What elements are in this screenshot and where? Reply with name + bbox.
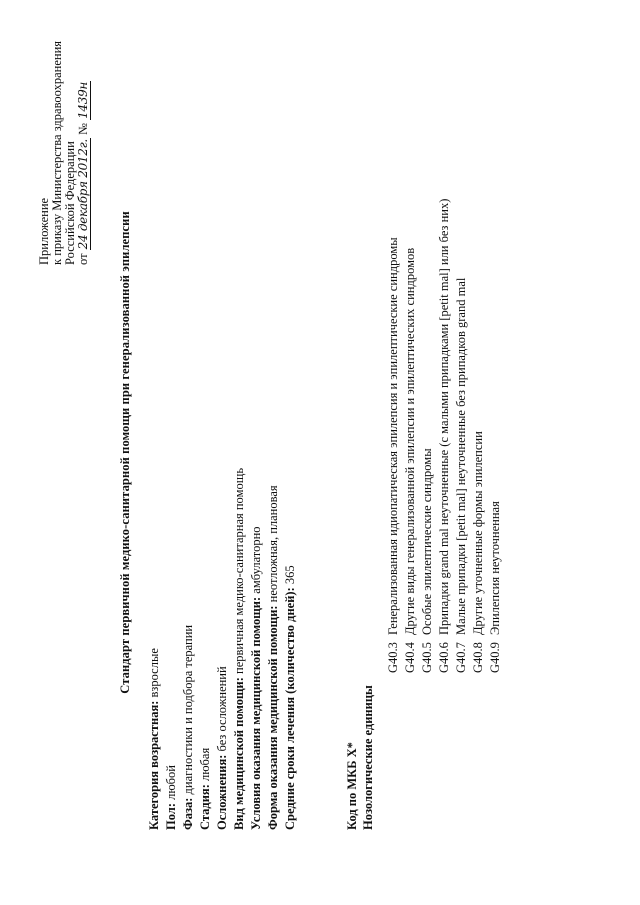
icd-item (436, 199, 453, 673)
icd-code: G40.8 (471, 642, 485, 673)
param-value: 365 (283, 565, 297, 588)
icd-description: Эпилепсия неуточненная (488, 501, 502, 635)
icd-item (470, 199, 487, 673)
param-value: неотложная, плановая (266, 485, 280, 606)
icd-item (385, 199, 402, 673)
icd-item (487, 199, 504, 673)
param-row (214, 468, 231, 830)
icd-item (419, 199, 436, 673)
param-row (146, 468, 163, 830)
handwritten-number: 1439н (76, 81, 90, 119)
param-row (163, 468, 180, 830)
param-row (282, 468, 299, 830)
icd-code-label: Код по МКБ X* (345, 742, 359, 830)
param-value: амбулаторно (249, 526, 263, 597)
icd-code-list (385, 199, 504, 673)
icd-description: Припадки grand mal неуточненные (с малыми припадками [petit mal] или без них) (437, 198, 451, 635)
param-row (197, 468, 214, 830)
icd-description: Другие виды генерализованной эпилепсии и эпилептических синдромов (403, 247, 417, 635)
document-title: Стандарт первичной медико-санитарной помощи при генерализованной эпилепсии (118, 211, 132, 694)
appendix-order-line: к приказу Министерства здравоохранения (50, 40, 64, 265)
appendix-date-line (77, 41, 90, 265)
param-value: диагностики и подбора терапии (181, 624, 195, 798)
icd-code: G40.5 (420, 642, 434, 673)
icd-description: Особые эпилептические синдромы (420, 448, 434, 635)
icd-code: G40.6 (437, 642, 451, 673)
icd-description: Генерализованная идиопатическая эпилепсия и эпилептические синдромы (386, 237, 400, 635)
param-row (180, 468, 197, 830)
param-row (248, 468, 265, 830)
param-row (231, 468, 248, 830)
param-row (265, 468, 282, 830)
param-label: Фаза: (181, 797, 195, 830)
icd-description: Другие уточненные формы эпилепсии (471, 431, 485, 635)
icd-item (402, 199, 419, 673)
param-label: Категория возрастная: (147, 700, 161, 830)
appendix-federation-line: Российской Федерации (63, 141, 77, 265)
icd-code: G40.7 (454, 642, 468, 673)
param-value: без осложнений (215, 666, 229, 755)
icd-code: G40.9 (488, 642, 502, 673)
appendix-block (38, 41, 90, 265)
icd-heading (344, 685, 376, 830)
param-value: любая (198, 747, 212, 785)
number-prefix: № (76, 123, 90, 135)
icd-description: Малые припадки [petit mal] неуточненные без припадков grand mal (454, 277, 468, 635)
param-label: Стадия: (198, 784, 212, 830)
icd-code: G40.4 (403, 642, 417, 673)
handwritten-date: 24 декабря 2012г. (76, 139, 90, 250)
nosology-label: Нозологические единицы (361, 685, 375, 830)
icd-code: G40.3 (386, 642, 400, 673)
date-prefix: от (76, 253, 90, 265)
standard-parameters (146, 468, 299, 830)
param-label: Форма оказания медицинской помощи: (266, 605, 280, 830)
param-value: любой (164, 765, 178, 804)
param-value: первичная медико-санитарная помощь (232, 467, 246, 678)
param-label: Средние сроки лечения (количество дней): (283, 587, 297, 830)
param-label: Условия оказания медицинской помощи: (249, 596, 263, 830)
appendix-title: Приложение (37, 197, 51, 265)
param-label: Пол: (164, 803, 178, 830)
icd-item (453, 199, 470, 673)
param-value: взрослые (147, 648, 161, 701)
param-label: Осложнения: (215, 754, 229, 830)
param-label: Вид медицинской помощи: (232, 677, 246, 830)
